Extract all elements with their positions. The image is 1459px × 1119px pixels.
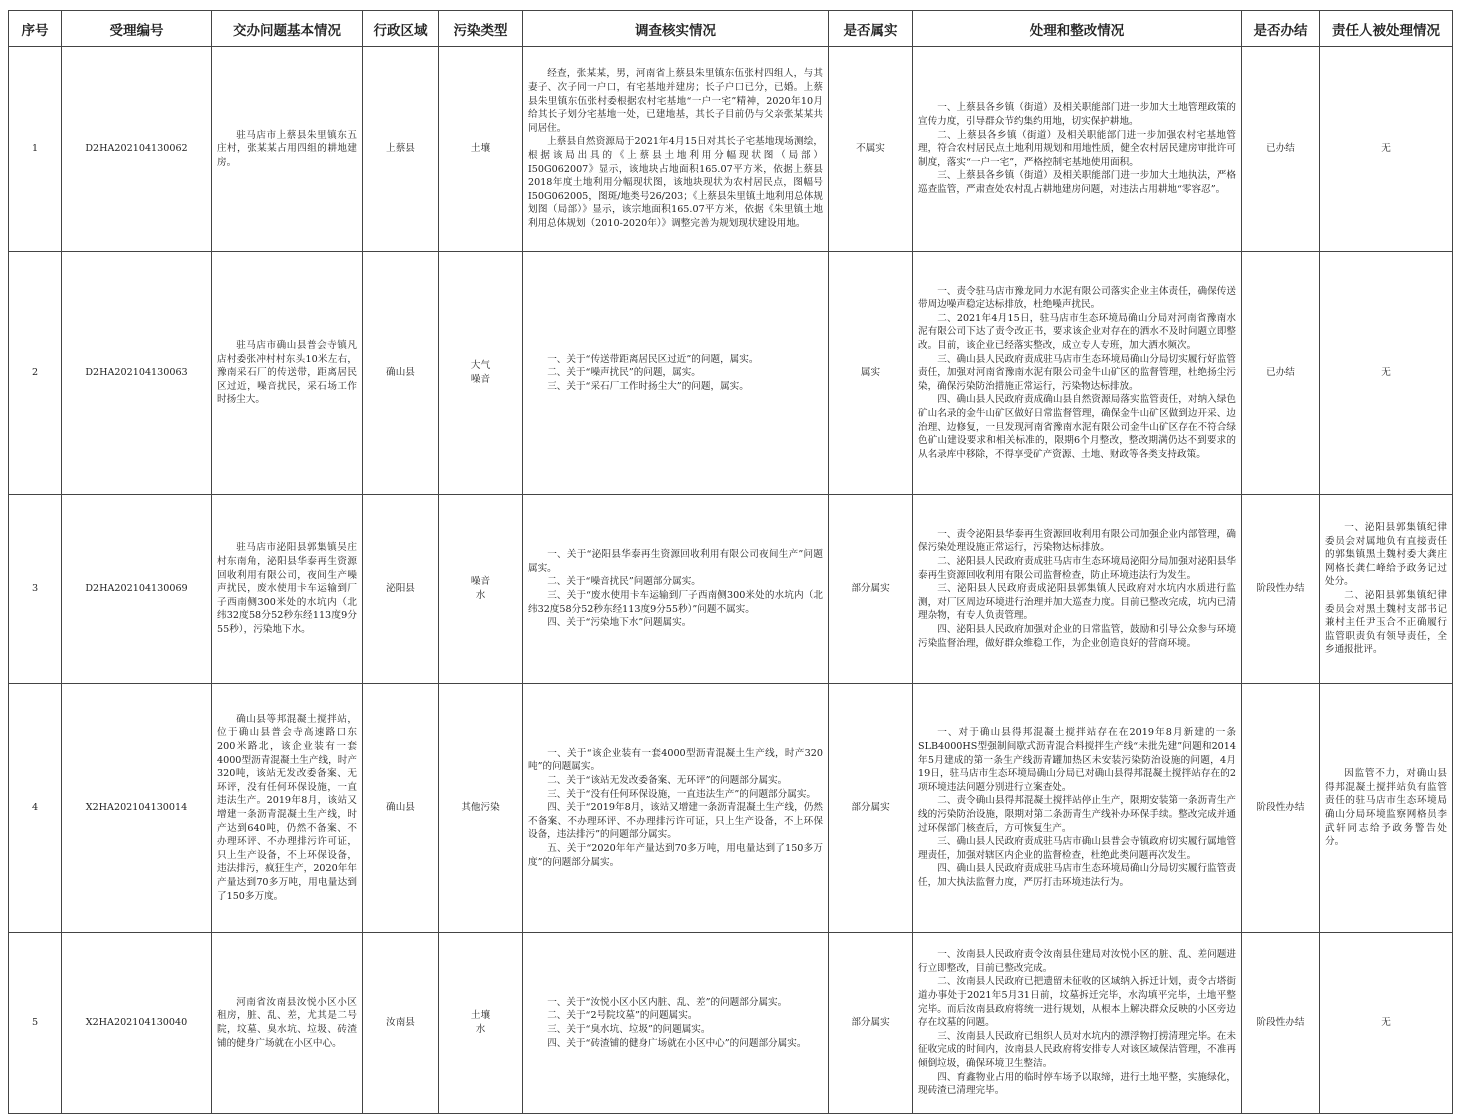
cell-basic	[212, 252, 363, 495]
investigation-paragraph: 三、关于“没有任何环保设施，一直违法生产”的问题部分属实。	[547, 788, 817, 800]
cell-closed: 阶段性办结	[1242, 684, 1320, 933]
cell-id: D2HA202104130063	[62, 252, 212, 495]
handling-paragraph: 二、上蔡县各乡镇（街道）及相关职能部门进一步加强农村宅基地管理，符合农村居民点土地利用规划和用地性质，健全农村居民建房审批许可制度，落实“一户一宅”，严格控制宅基地使用面积。	[918, 129, 1236, 168]
cell-verified: 不属实	[829, 47, 913, 252]
cell-verified: 部分属实	[829, 495, 913, 684]
cell-handling	[913, 495, 1242, 684]
header-accountability: 责任人被处理情况	[1320, 11, 1453, 47]
investigation-paragraph: 经查，张某某，男，河南省上蔡县朱里镇东伍张村四组人，与其妻子、次子同一户口，有宅基地并建房；长子户口已分，已婚。上蔡县朱里镇东伍张村委根据农村宅基地“一户一宅”精神，2020年10月给其长子划分宅基地一处，已建地基，其长子目前仍与父亲张某某共同居住。	[528, 68, 823, 134]
cell-region: 汝南县	[363, 933, 439, 1114]
handling-paragraph: 一、对于确山县得邦混凝土搅拌站存在在2019年8月新建的一条SLB4000HS型强制间歇式沥青混合料搅拌生产线“未批先建”问题和2014年5月建成的第一条生产线沥青罐加热区未安装污染防治设施的问题，4月19日，驻马店市生态环境局确山分局已对确山县得邦混凝土搅拌站存在的2项环境违法问题分别进行立案查处。	[918, 727, 1236, 793]
complaint-table	[8, 10, 1453, 1114]
investigation-paragraph: 一、关于“汝悦小区小区内脏、乱、差”的问题部分属实。	[547, 996, 788, 1008]
investigation-paragraph: 二、关于“该站无发改委备案、无环评”的问题部分属实。	[547, 775, 788, 787]
cell-region: 确山县	[363, 684, 439, 933]
handling-paragraph: 二、汝南县人民政府已把遗留未征收的区域纳入拆迁计划，责令古塔街道办事处于2021年5月31日前，坟墓拆迁完毕，水沟填平完毕，土地平整完毕。而后汝南县政府将统一进行规划，从根本上解决群众反映的小区旁边存在坟墓的问题。	[918, 976, 1236, 1029]
cell-investigation	[523, 252, 829, 495]
handling-paragraph: 二、泌阳县人民政府责成驻马店市生态环境局泌阳分局加强对泌阳县华泰再生资源回收利用有限公司监督检查，防止环境违法行为发生。	[918, 556, 1236, 581]
basic-text: 确山县等邦混凝土搅拌站，位于确山县普会寺高速路口东200米路北，该企业装有一套4000型沥青混凝土生产线，时产320吨，该站无发改委备案、无环评，没有任何环保设施，一直违法生产。2019年8月，该站又增建一条沥青混凝土生产线，时产达到640吨，仍然不备案、不办理环评、不办理排污许可证，只上生产设备，不上环保设备，违法排污，疯狂生产，2020年年产量达到70多万吨，用电量达到了150多万度。	[217, 713, 357, 902]
investigation-paragraph: 四、关于“砖渣铺的健身广场就在小区中心”的问题部分属实。	[547, 1037, 807, 1049]
table-row	[9, 252, 1453, 495]
cell-ptype	[439, 933, 523, 1114]
basic-text: 驻马店市确山县普会寺镇凡店村委张冲村村东头10米左右，豫南采石厂的传送带，距离居民区过近，噪音扰民，采石场工作时扬尘大。	[217, 340, 357, 406]
handling-paragraph: 四、确山县人民政府责成驻马店市生态环境局确山分局切实履行监管责任，加大执法监督力度，严厉打击环境违法行为。	[918, 863, 1236, 888]
cell-basic	[212, 933, 363, 1114]
handling-paragraph: 一、上蔡县各乡镇（街道）及相关职能部门进一步加大土地管理政策的宣传力度，引导群众节约集约用地，切实保护耕地。	[918, 102, 1236, 128]
ptype-item: 水	[475, 590, 486, 601]
investigation-paragraph: 二、关于“噪声扰民”的问题，属实。	[547, 367, 701, 379]
cell-handling	[913, 684, 1242, 933]
cell-id: D2HA202104130062	[62, 47, 212, 252]
header-id: 受理编号	[62, 11, 212, 47]
handling-paragraph: 四、育鑫物业占用的临时停车场予以取缔，进行土地平整，实施绿化，现砖渣已清理完毕。	[918, 1071, 1236, 1097]
handling-paragraph: 一、责令泌阳县华泰再生资源回收利用有限公司加强企业内部管理，确保污染处理设施正常运行，污染物达标排放。	[918, 528, 1236, 554]
table-row	[9, 684, 1453, 933]
ptype-item: 噪音	[470, 576, 491, 588]
investigation-paragraph: 上蔡县自然资源局于2021年4月15日对其长子宅基地现场测绘，根据该局出具的《上蔡县土地利用分幅现状图（局部）I50G062007》显示，该地块占地面积165.07平方米，依据上蔡县2018年度土地利用分幅现状图，该地块现状为农村居民点，图幅号I50G062005，图斑/地类号26/203；《上蔡县朱里镇土地利用总体规划图（局部）》显示，该宗地面积165.07平方米，依据《朱里镇土地利用总体规划（2010-2020年）》调整完善为规划现状建设用地。	[528, 136, 823, 229]
handling-paragraph: 四、泌阳县人民政府加强对企业的日常监管，鼓励和引导公众参与环境污染监督治理，做好群众维稳工作，为企业创造良好的营商环境。	[918, 623, 1236, 649]
header-basic: 交办问题基本情况	[212, 11, 363, 47]
header-verified: 是否属实	[829, 11, 913, 47]
investigation-paragraph: 二、关于“2号院坟墓”的问题属实。	[547, 1010, 698, 1022]
cell-handling	[913, 47, 1242, 252]
handling-paragraph: 三、上蔡县各乡镇（街道）及相关职能部门进一步加大土地执法，严格巡查监管，严肃查处农村乱占耕地建房问题，对违法占用耕地“零容忍”。	[918, 170, 1236, 195]
handling-paragraph: 四、确山县人民政府责成确山县自然资源局落实监管责任，对纳入绿色矿山名录的金牛山矿区做好日常监督管理，确保金牛山矿区做到边开采、边治理、边修复，一旦发现河南省豫南水泥有限公司金牛山矿区存在不符合绿色矿山建设要求和相关标准的，限期6个月整改，整改期满仍达不到要求的从名录库中移除，不得享受矿产资源、土地、财政等各类支持政策。	[918, 394, 1236, 460]
handling-paragraph: 一、责令驻马店市豫龙同力水泥有限公司落实企业主体责任，确保传送带周边噪声稳定达标排放，杜绝噪声扰民。	[918, 285, 1236, 311]
investigation-paragraph: 五、关于“2020年年产量达到70多万吨，用电量达到了150多万度”的问题部分属实。	[528, 842, 823, 868]
cell-ptype	[439, 252, 523, 495]
investigation-paragraph: 一、关于“泌阳县华泰再生资源回收利用有限公司夜间生产”问题属实。	[528, 549, 823, 574]
accountability-paragraph: 一、泌阳县郭集镇纪律委员会对属地负有直接责任的郭集镇黑土魏村委大龚庄网格长龚仁峰给予政务记过处分。	[1325, 522, 1447, 588]
handling-paragraph: 二、2021年4月15日，驻马店市生态环境局确山分局对河南省豫南水泥有限公司下达了责令改正书，要求该企业对存在的洒水不及时问题立即整改。目前，该企业已经落实整改，成立专人专班，加大洒水频次。	[918, 312, 1236, 352]
ptype-item: 水	[475, 1024, 486, 1035]
investigation-paragraph: 一、关于“传送带距离居民区过近”的问题，属实。	[547, 353, 759, 365]
cell-investigation	[523, 933, 829, 1114]
ptype-item: 土壤	[470, 143, 491, 155]
ptype-item: 土壤	[470, 1010, 491, 1022]
cell-accountability	[1320, 252, 1453, 495]
accountability-paragraph: 无	[1381, 367, 1391, 379]
handling-paragraph: 三、确山县人民政府责成驻马店市确山县普会寺镇政府切实履行属地管理责任，加强对辖区内企业的监督检查，杜绝此类问题再次发生。	[918, 836, 1236, 861]
cell-verified: 部分属实	[829, 684, 913, 933]
handling-paragraph: 三、确山县人民政府责成驻马店市生态环境局确山分局切实履行好监管责任，加强对河南省豫南水泥有限公司金牛山矿区的监督管理，杜绝扬尘污染，确保污染防治措施正常运行，污染物达标排放。	[918, 353, 1236, 392]
cell-basic	[212, 495, 363, 684]
cell-accountability	[1320, 684, 1453, 933]
cell-region: 确山县	[363, 252, 439, 495]
cell-ptype	[439, 495, 523, 684]
investigation-paragraph: 一、关于“该企业装有一套4000型沥青混凝土生产线，时产320吨”的问题属实。	[528, 747, 823, 773]
header-investigation: 调查核实情况	[523, 11, 829, 47]
cell-investigation	[523, 47, 829, 252]
header-handling: 处理和整改情况	[913, 11, 1242, 47]
cell-closed: 已办结	[1242, 252, 1320, 495]
handling-paragraph: 三、泌阳县人民政府责成泌阳县郭集镇人民政府对水坑内水质进行监测，对厂区周边环境进行治理并加大巡查力度。目前已整改完成，坑内已清理杂物，有专人负责管理。	[918, 583, 1236, 622]
cell-id: D2HA202104130069	[62, 495, 212, 684]
cell-ptype	[439, 47, 523, 252]
cell-no: 1	[9, 47, 62, 252]
investigation-paragraph: 二、关于“噪音扰民”问题部分属实。	[547, 576, 701, 588]
cell-closed: 已办结	[1242, 47, 1320, 252]
cell-no: 5	[9, 933, 62, 1114]
cell-ptype	[439, 684, 523, 933]
cell-no: 3	[9, 495, 62, 684]
cell-no: 4	[9, 684, 62, 933]
ptype-item: 其他污染	[461, 802, 500, 814]
cell-accountability	[1320, 47, 1453, 252]
cell-basic	[212, 684, 363, 933]
accountability-paragraph: 无	[1381, 143, 1391, 155]
investigation-paragraph: 三、关于“臭水坑、垃圾”的问题属实。	[547, 1024, 711, 1035]
table-row	[9, 495, 1453, 684]
investigation-paragraph: 三、关于“废水使用卡车运输到厂子西南侧300米处的水坑内（北纬32度58分52秒东经113度9分55秒）”问题不属实。	[528, 590, 823, 615]
cell-accountability	[1320, 933, 1453, 1114]
cell-no: 2	[9, 252, 62, 495]
ptype-item: 大气	[470, 360, 491, 372]
cell-handling	[913, 933, 1242, 1114]
cell-id: X2HA202104130040	[62, 933, 212, 1114]
ptype-item: 噪音	[470, 374, 491, 385]
header-closed: 是否办结	[1242, 11, 1320, 47]
handling-paragraph: 二、责令确山县得邦混凝土搅拌站停止生产，限期安装第一条沥青生产线的污染防治设施，限期对第二条沥青生产线补办环保手续。整改完成并通过环保部门核查后，方可恢复生产。	[918, 795, 1236, 834]
header-no: 序号	[9, 11, 62, 47]
header-row	[9, 11, 1453, 47]
investigation-paragraph: 三、关于“采石厂工作时扬尘大”的问题，属实。	[547, 380, 749, 392]
cell-closed: 阶段性办结	[1242, 495, 1320, 684]
handling-paragraph: 三、汝南县人民政府已组织人员对水坑内的漂浮物打捞清理完毕。在未征收完成的时间内，汝南县人民政府将安排专人对该区域保洁管理，不准再倾倒垃圾，确保环境卫生整洁。	[918, 1030, 1236, 1069]
cell-verified: 部分属实	[829, 933, 913, 1114]
table-row	[9, 47, 1453, 252]
cell-region: 泌阳县	[363, 495, 439, 684]
cell-handling	[913, 252, 1242, 495]
accountability-paragraph: 无	[1381, 1017, 1391, 1029]
table-row	[9, 933, 1453, 1114]
accountability-paragraph: 二、泌阳县郭集镇纪律委员会对黑土魏村支部书记兼村主任尹玉合不正确履行监管职责负有领导责任，全乡通报批评。	[1325, 590, 1447, 656]
cell-region: 上蔡县	[363, 47, 439, 252]
cell-id: X2HA202104130014	[62, 684, 212, 933]
cell-investigation	[523, 495, 829, 684]
cell-investigation	[523, 684, 829, 933]
basic-text: 驻马店市上蔡县朱里镇东五庄村，张某某占用四组的耕地建房。	[217, 129, 357, 168]
basic-text: 驻马店市泌阳县郭集镇吴庄村东南角，泌阳县华泰再生资源回收利用有限公司，夜间生产噪声扰民，废水使用卡车运输到厂子西南侧300米处的水坑内（北纬32度58分52秒东经113度9分55秒），污染地下水。	[217, 542, 357, 635]
basic-text: 河南省汝南县汝悦小区小区租房，脏、乱、差，尤其是二号院，坟墓、臭水坑、垃圾、砖渣铺的健身广场就在小区中心。	[217, 996, 357, 1049]
handling-paragraph: 一、汝南县人民政府责令汝南县住建局对汝悦小区的脏、乱、差问题进行立即整改，目前已整改完成。	[918, 949, 1236, 974]
accountability-paragraph: 因监管不力，对确山县得邦混凝土搅拌站负有监管责任的驻马店市生态环境局确山分局环境监察网格员李武轩同志给予政务警告处分。	[1325, 768, 1447, 848]
cell-basic	[212, 47, 363, 252]
cell-accountability	[1320, 495, 1453, 684]
header-region: 行政区域	[363, 11, 439, 47]
cell-verified: 属实	[829, 252, 913, 495]
cell-closed: 阶段性办结	[1242, 933, 1320, 1114]
investigation-paragraph: 四、关于“2019年8月，该站又增建一条沥青混凝土生产线，仍然不备案、不办理环评、不办理排污许可证，只上生产设备，不上环保设备，违法排污”的问题部分属实。	[528, 802, 823, 841]
investigation-paragraph: 四、关于“污染地下水”问题属实。	[547, 617, 692, 629]
header-ptype: 污染类型	[439, 11, 523, 47]
